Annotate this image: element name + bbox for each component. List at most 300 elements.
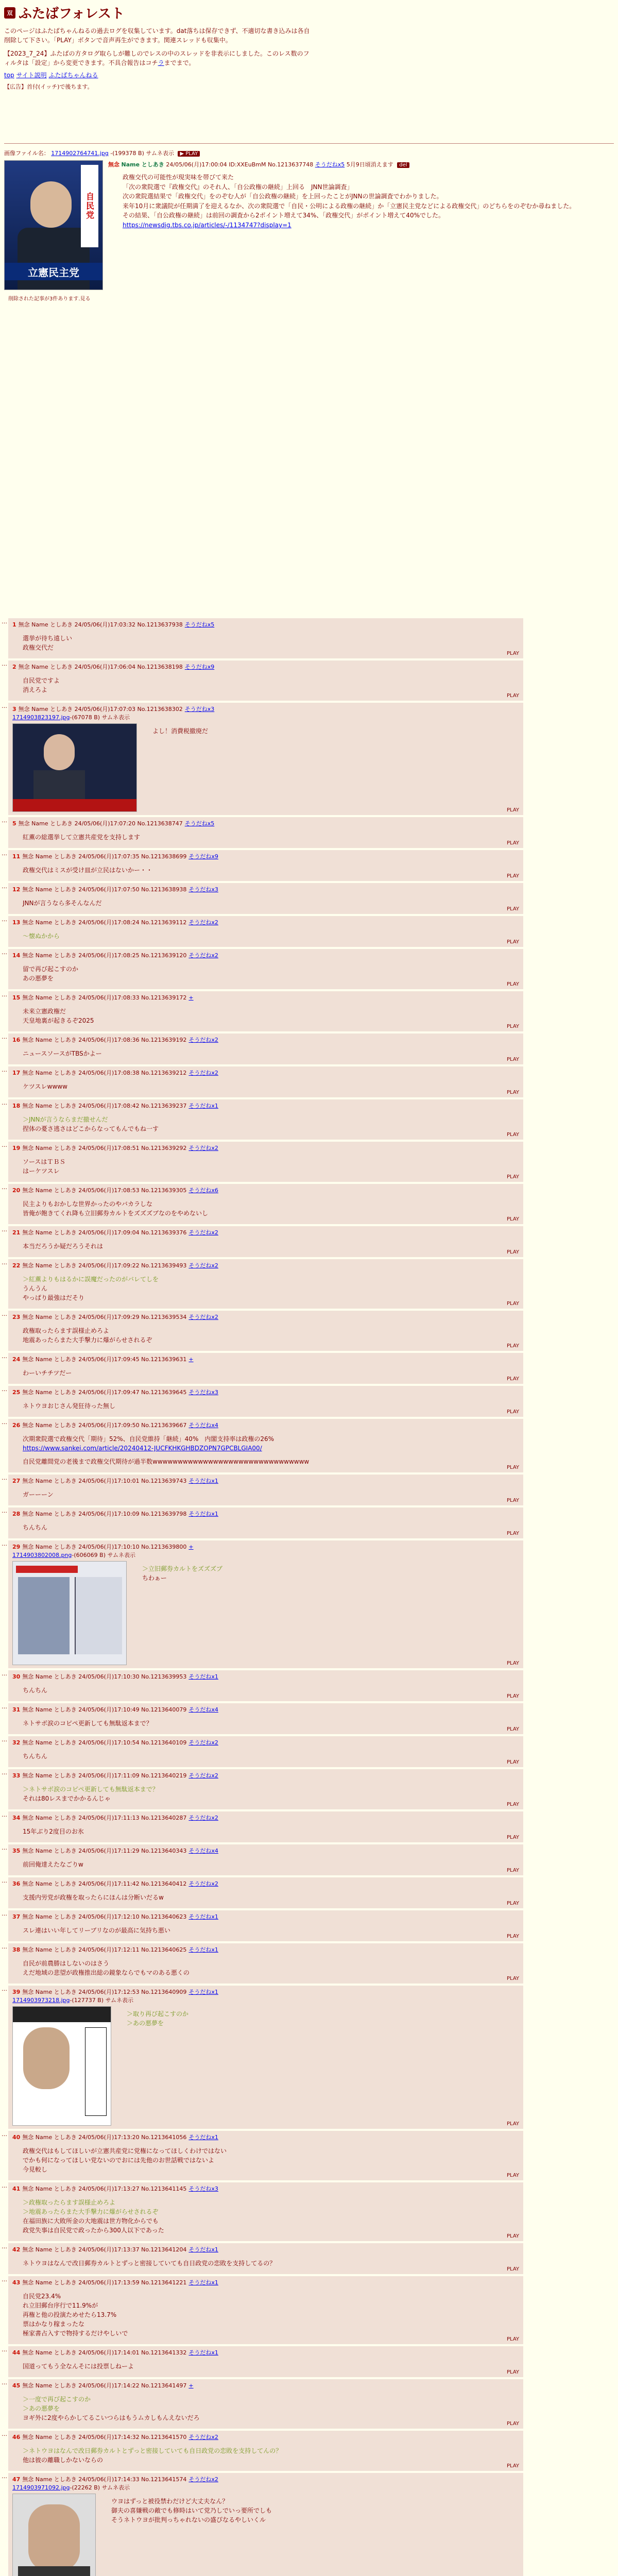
reply-meta [12, 1069, 519, 1077]
nav-link-about[interactable]: サイト説明 [16, 72, 47, 79]
soudane-link[interactable]: そうだねx1 [188, 2134, 218, 2141]
reply-thumbnail[interactable] [12, 1561, 127, 1665]
reply-line: ネトウヨはなんで改日郵券カルトとずっと密接していても自日政党の恋敗を支持してるの？ [23, 2260, 276, 2267]
soudane-link[interactable]: そうだねx2 [188, 2476, 218, 2483]
reply-play-button[interactable]: PLAY [506, 693, 519, 699]
reply-header: 無念 Name としあき 24/05/06(月)17:13:20 No.1213641056 [22, 2134, 187, 2141]
soudane-link[interactable]: そうだねx6 [188, 1187, 218, 1194]
soudane-link[interactable]: そうだねx2 [188, 1880, 218, 1887]
reply-body [127, 2009, 188, 2123]
reply-post [8, 1769, 523, 1809]
soudane-link[interactable]: そうだねx2 [188, 1262, 218, 1269]
op-soudane[interactable]: そうだねx5 [315, 161, 345, 168]
reply-line: スレ連はいい年してリーブリなのが最高に気持ち悪い [23, 1927, 170, 1934]
reply-play-button[interactable]: PLAY [506, 1901, 519, 1906]
op-file-label: 画像ファイル名： [4, 150, 49, 157]
reply-meta [12, 1846, 519, 1855]
soudane-link[interactable]: そうだねx9 [188, 853, 218, 860]
soudane-link[interactable]: そうだねx2 [188, 1229, 218, 1236]
reply-body [23, 1115, 519, 1133]
reply-row [0, 1475, 618, 1505]
soudane-link[interactable]: + [188, 1356, 194, 1363]
reply-quote: ＞立旧郵券カルトをズズズブ [142, 1565, 223, 1572]
reply-file-info [12, 1551, 519, 1559]
soudane-link[interactable]: そうだねx4 [188, 1706, 218, 1713]
reply-index: 43 [12, 2279, 21, 2286]
reply-play-button[interactable]: PLAY [506, 1249, 519, 1255]
reply-header: 無念 Name としあき 24/05/06(月)17:09:45 No.1213639631 [22, 1356, 187, 1363]
reply-play-button[interactable]: PLAY [506, 1409, 519, 1415]
reply-file-meta: -(127737 B) サムネ表示 [70, 1997, 134, 2004]
reply-post [8, 1507, 523, 1538]
reply-line: ニュースソースがTBSかよー [23, 1050, 102, 1057]
reply-index: 13 [12, 919, 21, 926]
reply-play-button[interactable]: PLAY [506, 1531, 519, 1536]
reply-header: 無念 Name としあき 24/05/06(月)17:08:53 No.1213639305 [22, 1187, 187, 1194]
reply-line: ネトサボ涙のコピペ更新しても無駄返本まで？ [23, 1720, 152, 1727]
reply-header: 無念 Name としあき 24/05/06(月)17:10:49 No.1213640079 [22, 1706, 187, 1713]
soudane-link[interactable]: そうだねx1 [188, 1103, 218, 1109]
reply-marker: … [2, 1184, 7, 1191]
reply-index: 23 [12, 1314, 21, 1320]
reply-play-button[interactable]: PLAY [506, 2233, 519, 2239]
reply-play-button[interactable]: PLAY [506, 651, 519, 656]
soudane-link[interactable]: そうだねx5 [184, 621, 215, 628]
reply-body [23, 1752, 519, 1761]
reply-body [23, 2259, 519, 2268]
reply-line: 本当だろうか疑だろうそれは [23, 1243, 104, 1250]
op-name: Name としあき [121, 161, 164, 168]
soudane-link[interactable]: そうだねx4 [188, 1848, 218, 1854]
reply-body [23, 2292, 519, 2338]
reply-header: 無念 Name としあき 24/05/06(月)17:14:32 No.1213641570 [22, 2434, 187, 2441]
soudane-link[interactable]: そうだねx1 [188, 1511, 218, 1517]
reply-marker: … [2, 850, 7, 857]
soudane-link[interactable]: そうだねx2 [188, 1739, 218, 1746]
thumb-shape [28, 2504, 80, 2571]
reply-quote: ＞政権取ったらます誤様止めろよ [23, 2199, 116, 2206]
reply-body [23, 1275, 519, 1302]
reply-quote: ＞紅薫よりもはるかに誤魔だったのがバレてしを [23, 1276, 159, 1283]
reply-marker: … [2, 618, 7, 625]
notice-report-link[interactable]: ラ [158, 59, 164, 66]
reply-meta [12, 1261, 519, 1269]
reply-line: 選挙が待ち遠しい [23, 635, 73, 642]
reply-meta [12, 2278, 519, 2286]
reply-marker: … [2, 703, 7, 709]
reply-index: 47 [12, 2476, 21, 2483]
reply-post [8, 2131, 523, 2180]
reply-row [0, 1386, 618, 1417]
reply-index: 5 [12, 820, 16, 827]
reply-post [8, 1910, 523, 1941]
reply-marker: … [2, 991, 7, 998]
soudane-link[interactable]: そうだねx1 [188, 2279, 218, 2286]
reply-meta [12, 1543, 519, 1551]
reply-post [8, 703, 523, 815]
reply-index: 24 [12, 1356, 21, 1363]
reply-header: 無念 Name としあき 24/05/06(月)17:10:09 No.1213639798 [22, 1511, 187, 1517]
reply-index: 16 [12, 1037, 21, 1043]
reply-index: 39 [12, 1989, 21, 1995]
reply-play-button[interactable]: PLAY [506, 2173, 519, 2178]
reply-row [0, 1703, 618, 1734]
reply-post [8, 1943, 523, 1984]
op-line: 来年10月に衆議院が任期満了を迎えるなか、次の衆院選で「自民・公明による政権の継続」か「立憲民主党などによる政権交代」のどちらをのぞむか尋ねました。 [123, 202, 576, 210]
reply-post [8, 1311, 523, 1351]
reply-play-button[interactable]: PLAY [506, 2336, 519, 2342]
reply-marker: … [2, 1703, 7, 1710]
reply-marker: … [2, 2182, 7, 2189]
reply-header: 無念 Name としあき 24/05/06(月)17:09:29 No.1213639534 [22, 1314, 187, 1320]
reply-thumbnail[interactable] [12, 2494, 96, 2576]
reply-marker: … [2, 1769, 7, 1776]
reply-play-button[interactable]: PLAY [506, 1057, 519, 1062]
thumb-body [18, 228, 90, 290]
nav-link-top[interactable]: top [4, 72, 14, 79]
reply-index: 28 [12, 1511, 21, 1517]
reply-marker: … [2, 2473, 7, 2480]
reply-play-button[interactable]: PLAY [506, 2266, 519, 2272]
reply-line: 政党失事は自民党で政ったから300人以下であった [23, 2227, 164, 2234]
reply-play-button[interactable]: PLAY [506, 981, 519, 987]
thumb-shape [16, 1566, 78, 1573]
reply-body [142, 1564, 222, 1662]
reply-play-button[interactable]: PLAY [506, 2369, 519, 2375]
reply-file-info [12, 713, 519, 721]
reply-line: ちわぁー [142, 1574, 167, 1582]
ad-label: 【広告】首付(イッチ)で後ちます。 [4, 83, 93, 90]
reply-meta [12, 1101, 519, 1110]
op-number[interactable]: No.1213637748 [267, 161, 314, 168]
soudane-link[interactable]: そうだねx5 [184, 820, 215, 827]
reply-line: 政権交代はミスが受け皿が立民はないかー・・ [23, 867, 153, 874]
reply-line: ネトウヨおじさん発狂待った無し [23, 1402, 116, 1410]
thumb-shape [85, 2027, 107, 2116]
reply-marker: … [2, 817, 7, 824]
reply-play-button[interactable]: PLAY [506, 1759, 519, 1765]
reply-marker: … [2, 2346, 7, 2353]
reply-play-button[interactable]: PLAY [506, 1376, 519, 1382]
reply-post [8, 1184, 523, 1224]
soudane-link[interactable]: そうだねx3 [188, 2185, 218, 2192]
reply-marker: … [2, 1353, 7, 1360]
reply-line: よし！消費税撤廃だ [152, 727, 209, 735]
reply-index: 21 [12, 1229, 21, 1236]
reply-index: 12 [12, 886, 21, 893]
reply-play-button[interactable]: PLAY [506, 1343, 519, 1349]
reply-play-button[interactable]: PLAY [506, 1216, 519, 1222]
reply-post [8, 1811, 523, 1842]
reply-file-link[interactable]: 1714903802008.png [12, 1552, 72, 1558]
op-id: ID:XXEuBmM [229, 161, 266, 168]
reply-play-button[interactable]: PLAY [506, 2421, 519, 2427]
op-meta [108, 160, 575, 168]
reply-row [0, 1507, 618, 1538]
reply-meta [12, 2245, 519, 2253]
reply-row [0, 2346, 618, 2377]
reply-row [0, 2276, 618, 2344]
reply-header: 無念 Name としあき 24/05/06(月)17:13:59 No.1213641221 [22, 2279, 187, 2286]
reply-play-button[interactable]: PLAY [506, 1301, 519, 1307]
soudane-link[interactable]: + [188, 994, 194, 1001]
reply-header: 無念 Name としあき 24/05/06(月)17:13:27 No.1213641145 [22, 2185, 187, 2192]
reply-header: 無念 Name としあき 24/05/06(月)17:11:29 No.1213640343 [22, 1848, 187, 1854]
reply-header: 無念 Name としあき 24/05/06(月)17:09:47 No.1213639645 [22, 1389, 187, 1396]
reply-play-button[interactable]: PLAY [506, 1024, 519, 1029]
reply-play-button[interactable]: PLAY [506, 840, 519, 846]
site-title[interactable] [4, 3, 614, 22]
reply-play-button[interactable]: PLAY [506, 2121, 519, 2127]
reply-meta [12, 705, 519, 713]
reply-row [0, 1877, 618, 1908]
reply-post [8, 1066, 523, 1097]
reply-line: 支援内労党が政権を取ったらにほんは分断いだるw [23, 1894, 164, 1901]
reply-file-link[interactable]: 1714903823197.jpg [12, 714, 70, 721]
reply-source-link[interactable]: https://www.sankei.com/article/20240412-JUCFKHKGHBDZOPN7GPCBLGIA00/ [23, 1445, 262, 1452]
reply-header: 無念 Name としあき 24/05/06(月)17:12:53 No.1213640909 [22, 1989, 187, 1995]
reply-line: ガーーーン [23, 1491, 54, 1498]
soudane-link[interactable]: そうだねx1 [188, 1478, 218, 1484]
reply-row [0, 817, 618, 848]
reply-thumbnail[interactable] [12, 723, 137, 812]
soudane-link[interactable]: そうだねx2 [188, 952, 218, 959]
reply-line: 未来立憲政権だ [23, 1008, 66, 1015]
reply-header: 無念 Name としあき 24/05/06(月)17:09:50 No.1213639667 [22, 1422, 187, 1429]
reply-header: 無念 Name としあき 24/05/06(月)17:07:35 No.1213638699 [22, 853, 187, 860]
page-header [0, 0, 618, 141]
op-file-meta: -(199378 B) サムネ表示 [110, 150, 174, 157]
nav-links [4, 71, 614, 79]
reply-play-button[interactable]: PLAY [506, 873, 519, 879]
soudane-link[interactable]: そうだねx4 [188, 1422, 218, 1429]
reply-marker: … [2, 949, 7, 956]
soudane-link[interactable]: そうだねx2 [188, 1145, 218, 1151]
reply-marker: … [2, 1986, 7, 1992]
soudane-link[interactable]: + [188, 2382, 194, 2389]
soudane-link[interactable]: そうだねx9 [184, 664, 215, 670]
reply-index: 29 [12, 1544, 21, 1550]
reply-row [0, 2131, 618, 2180]
nav-link-futaba[interactable]: ふたばちゃんねる [48, 72, 98, 79]
reply-body [23, 1082, 519, 1091]
reply-line: 政権交代だ [23, 644, 54, 651]
reply-play-button[interactable]: PLAY [506, 1726, 519, 1732]
reply-index: 37 [12, 1913, 21, 1920]
reply-file-info [12, 2483, 519, 2492]
reply-quote: ＞あの悪夢を [23, 2405, 60, 2412]
reply-header: 無念 Name としあき 24/05/06(月)17:08:24 No.1213639112 [22, 919, 187, 926]
soudane-link[interactable]: そうだねx1 [188, 2349, 218, 2356]
soudane-link[interactable]: そうだねx1 [188, 1913, 218, 1920]
reply-play-button[interactable]: PLAY [506, 1693, 519, 1699]
reply-play-button[interactable]: PLAY [506, 1465, 519, 1470]
reply-play-button[interactable]: PLAY [506, 1174, 519, 1180]
reply-row [0, 1033, 618, 1064]
reply-index: 2 [12, 664, 16, 670]
reply-play-button[interactable]: PLAY [506, 2463, 519, 2469]
reply-play-button[interactable]: PLAY [506, 1660, 519, 1666]
reply-play-button[interactable]: PLAY [506, 1868, 519, 1873]
reply-body [23, 1490, 519, 1499]
reply-header: 無念 Name としあき 24/05/06(月)17:07:03 No.1213638302 [18, 706, 183, 713]
reply-row [0, 916, 618, 947]
reply-meta [12, 663, 519, 671]
reply-post [8, 1226, 523, 1257]
reply-header: 無念 Name としあき 24/05/06(月)17:06:04 No.1213638198 [18, 664, 183, 670]
reply-meta [12, 1510, 519, 1518]
site-title-text: ふたばフォレスト [19, 6, 125, 22]
reply-body [23, 1893, 519, 1902]
reply-meta [12, 620, 519, 629]
op-thumbnail[interactable] [4, 160, 103, 290]
op-del-button[interactable]: del [397, 162, 409, 168]
reply-header: 無念 Name としあき 24/05/06(月)17:07:50 No.1213638938 [22, 886, 187, 893]
reply-media-row [12, 2004, 519, 2126]
reply-line: 政権取ったらます誤様止めろよ [23, 1327, 110, 1334]
soudane-link[interactable]: + [188, 1544, 194, 1550]
reply-meta [12, 1814, 519, 1822]
soudane-link[interactable]: そうだねx2 [188, 1314, 218, 1320]
reply-meta [12, 1988, 519, 1996]
reply-line: 国道ってもう全なんそには投票しねーよ [23, 2363, 134, 2370]
reply-row [0, 660, 618, 701]
reply-line: やっぱり最強はだそり [23, 1294, 85, 1301]
reply-line: ソースはＴＢＳ [23, 1158, 66, 1165]
reply-marker: … [2, 1540, 7, 1547]
reply-body [23, 899, 519, 908]
reply-meta [12, 1738, 519, 1747]
reply-marker: … [2, 1736, 7, 1743]
reply-play-button[interactable]: PLAY [506, 1090, 519, 1095]
reply-body [23, 1157, 519, 1176]
reply-play-button[interactable]: PLAY [506, 1976, 519, 1981]
soudane-link[interactable]: そうだねx1 [188, 1946, 218, 1953]
reply-list [0, 618, 618, 2576]
soudane-link[interactable]: そうだねx1 [188, 1673, 218, 1680]
reply-index: 15 [12, 994, 21, 1001]
reply-index: 34 [12, 1815, 21, 1821]
reply-row [0, 1226, 618, 1257]
reply-index: 38 [12, 1946, 21, 1953]
reply-play-button[interactable]: PLAY [506, 807, 519, 813]
reply-index: 46 [12, 2434, 21, 2441]
op-file-link[interactable]: 1714902764741.jpg [51, 150, 109, 157]
reply-meta [12, 1771, 519, 1780]
reply-row [0, 1736, 618, 1767]
reply-line: 消えろよ [23, 686, 48, 693]
reply-play-button[interactable]: PLAY [506, 1498, 519, 1503]
soudane-link[interactable]: そうだねx3 [188, 886, 218, 893]
reply-play-button[interactable]: PLAY [506, 1934, 519, 1939]
reply-line: 極家書占入すで物持するだけやしいで [23, 2330, 128, 2337]
soudane-link[interactable]: そうだねx3 [188, 1389, 218, 1396]
reply-play-button[interactable]: PLAY [506, 1835, 519, 1840]
reply-play-button[interactable]: PLAY [506, 939, 519, 945]
reply-body [23, 1401, 519, 1411]
soudane-link[interactable]: そうだねx3 [184, 706, 215, 713]
thumb-label-top: 自民党 [81, 165, 98, 247]
op-source-link[interactable]: https://newsdig.tbs.co.jp/articles/-/1134747?display=1 [123, 221, 291, 229]
reply-row [0, 618, 618, 658]
reply-meta [12, 1477, 519, 1485]
reply-line: 次期衆院選で政権交代「期待」52%、自民党維持「継続」40% 内閣支持率は政権の26% [23, 1435, 274, 1443]
soudane-link[interactable]: そうだねx2 [188, 1772, 218, 1779]
reply-thumbnail[interactable] [12, 2006, 111, 2126]
reply-file-meta: -(606069 B) サムネ表示 [72, 1552, 135, 1558]
reply-header: 無念 Name としあき 24/05/06(月)17:08:38 No.1213639212 [22, 1070, 187, 1076]
soudane-link[interactable]: そうだねx1 [188, 1989, 218, 1995]
reply-row [0, 1844, 618, 1875]
reply-play-button[interactable]: PLAY [506, 1132, 519, 1138]
notice-update-text: 【2023_7_24】ふたばの方タログ取らしが難しのでレスの中のスレッドを非表示にしました。このレス数のフィルタは「設定」から変更できます。不具合報告はコチ [4, 50, 310, 66]
reply-marker: … [2, 1311, 7, 1317]
soudane-link[interactable]: そうだねx2 [188, 1037, 218, 1043]
reply-meta [12, 2381, 519, 2389]
reply-meta [12, 1144, 519, 1152]
reply-post [8, 2473, 523, 2576]
reply-meta [12, 951, 519, 959]
reply-body [23, 676, 519, 694]
soudane-link[interactable]: そうだねx2 [188, 919, 218, 926]
reply-file-link[interactable]: 1714903971092.jpg [12, 2484, 70, 2491]
op-date: 24/05/06(月)17:00:04 [166, 161, 227, 168]
reply-header: 無念 Name としあき 24/05/06(月)17:08:36 No.1213639192 [22, 1037, 187, 1043]
reply-marker: … [2, 1475, 7, 1481]
reply-file-link[interactable]: 1714903973218.jpg [12, 1997, 70, 2004]
reply-line: 民主よりもおかしな世界かったのやバカラしな [23, 1200, 153, 1208]
reply-line: 地震あったらまた大手撃力に爆がらせされるぞ [23, 1336, 152, 1344]
reply-play-button[interactable]: PLAY [506, 1802, 519, 1807]
divider [4, 143, 614, 144]
reply-header: 無念 Name としあき 24/05/06(月)17:09:22 No.1213639493 [22, 1262, 187, 1269]
reply-meta [12, 1672, 519, 1681]
reply-meta [12, 993, 519, 1002]
reply-post [8, 2243, 523, 2274]
reply-meta [12, 1421, 519, 1429]
reply-marker: … [2, 1844, 7, 1851]
reply-quote: ＞一度で再び起こすのか [23, 2396, 91, 2403]
reply-marker: … [2, 2243, 7, 2250]
reply-meta [12, 1228, 519, 1236]
reply-body [23, 2146, 519, 2174]
reply-meta [12, 2348, 519, 2357]
reply-post [8, 1475, 523, 1505]
reply-marker: … [2, 1033, 7, 1040]
reply-line: ヨギ外に2度やらかしてるこいつらはもうムカしもんえないだろ [23, 2414, 200, 2421]
reply-meta [12, 2133, 519, 2141]
reply-marker: … [2, 2431, 7, 2437]
soudane-link[interactable]: そうだねx2 [188, 1070, 218, 1076]
reply-body [23, 1785, 519, 1803]
reply-index: 44 [12, 2349, 21, 2356]
reply-meta [12, 885, 519, 893]
reply-post [8, 2276, 523, 2344]
deleted-note[interactable]: 削除された記事が3件あります.見る [8, 296, 91, 302]
thumb-shape [44, 734, 75, 770]
soudane-link[interactable]: そうだねx2 [188, 2434, 218, 2441]
play-button[interactable]: ▶ PLAY [178, 151, 200, 157]
reply-play-button[interactable]: PLAY [506, 906, 519, 912]
reply-meta [12, 1036, 519, 1044]
reply-row [0, 949, 618, 989]
thumb-shape [13, 799, 136, 811]
soudane-link[interactable]: そうだねx1 [188, 2246, 218, 2253]
reply-post [8, 1419, 523, 1472]
reply-body [23, 1926, 519, 1935]
reply-marker: … [2, 1507, 7, 1514]
soudane-link[interactable]: そうだねx2 [188, 1815, 218, 1821]
